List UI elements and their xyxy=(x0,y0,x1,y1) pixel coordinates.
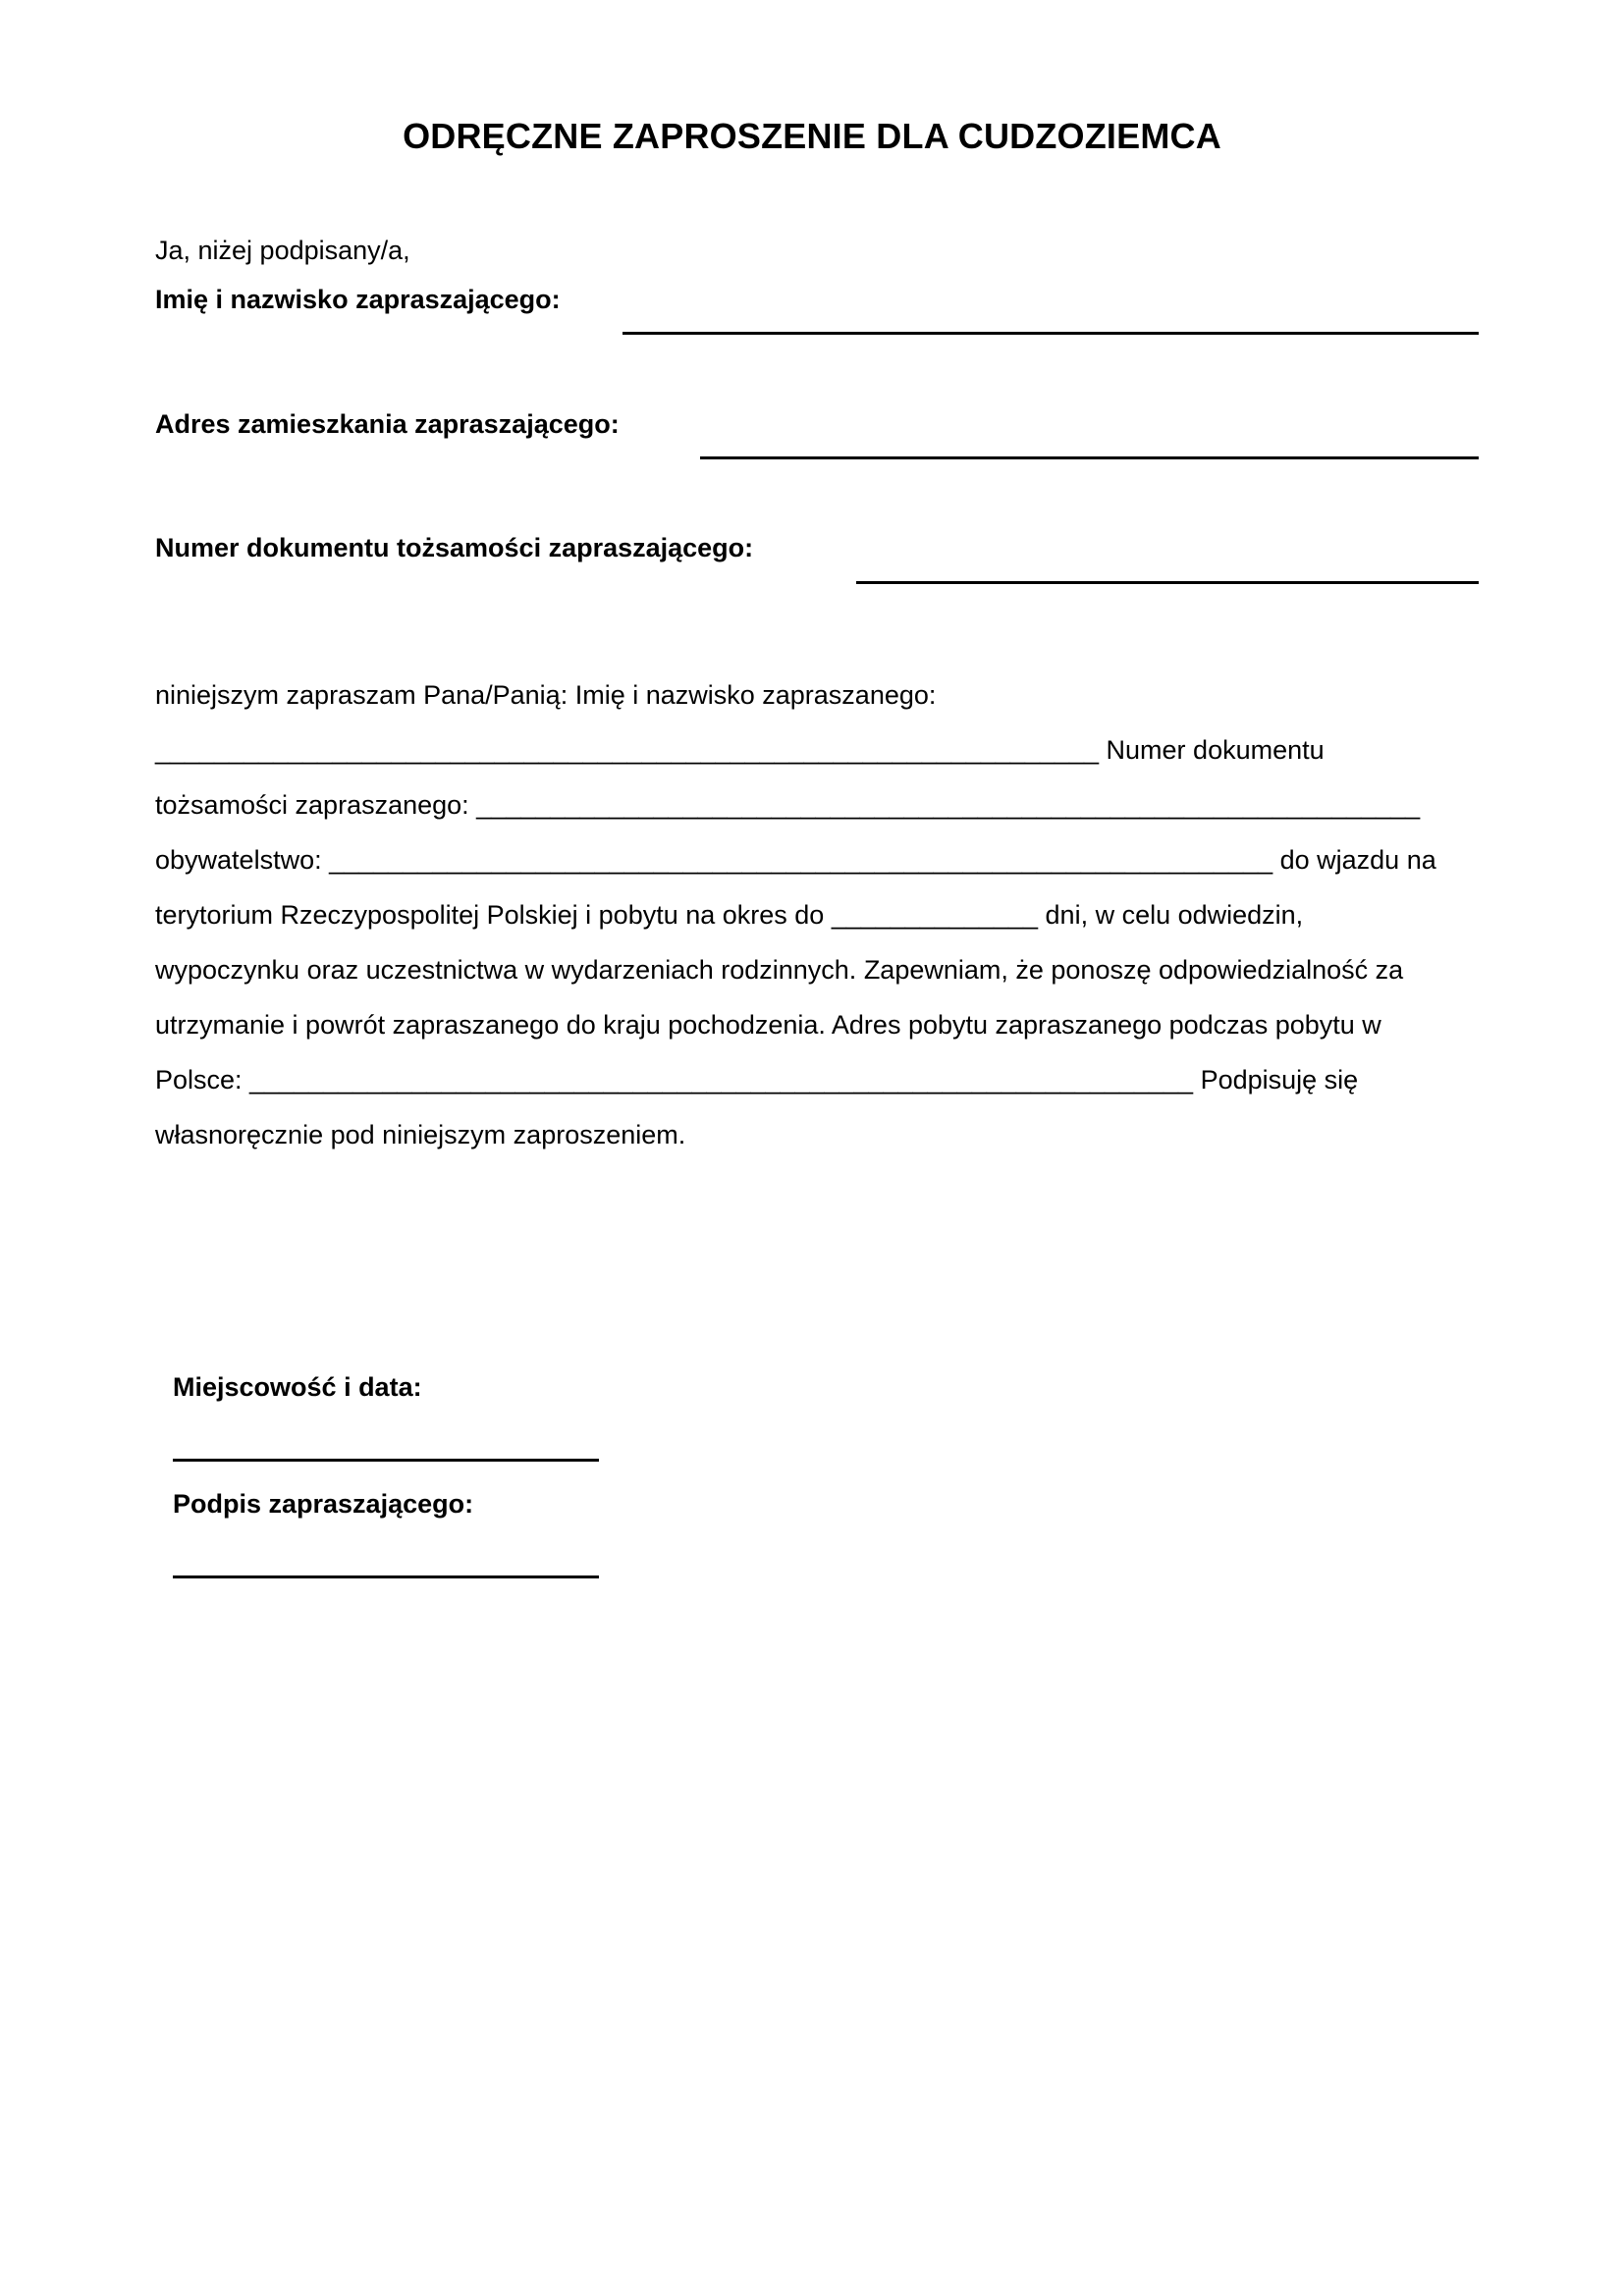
invitation-body xyxy=(155,667,1481,1162)
body-line: utrzymanie i powrót zapraszanego do kraju pochodzenia. Adres pobytu zapraszanego podczas pobytu w xyxy=(155,1010,1381,1040)
inviter-signature-field[interactable] xyxy=(173,1575,599,1578)
body-line: tożsamości zapraszanego: ________________________________________________________________ xyxy=(155,790,1421,820)
body-line: wypoczynku oraz uczestnictwa w wydarzeniach rodzinnych. Zapewniam, że ponoszę odpowiedzialność za xyxy=(155,955,1404,985)
intro-text: Ja, niżej podpisany/a, xyxy=(155,236,410,265)
inviter-address-label: Adres zamieszkania zapraszającego: xyxy=(155,409,620,439)
inviter-address-field[interactable] xyxy=(700,456,1479,459)
inviter-document-field[interactable] xyxy=(856,581,1479,584)
inviter-signature-label: Podpis zapraszającego: xyxy=(173,1489,474,1519)
inviter-name-label: Imię i nazwisko zapraszającego: xyxy=(155,285,561,314)
body-line: własnoręcznie pod niniejszym zaproszeniem. xyxy=(155,1120,686,1149)
inviter-document-label: Numer dokumentu tożsamości zapraszającego: xyxy=(155,533,754,562)
inviter-name-field[interactable] xyxy=(623,332,1479,335)
body-line: obywatelstwo: ________________________________________________________________ do wjazdu na xyxy=(155,845,1436,875)
place-date-label: Miejscowość i data: xyxy=(173,1372,422,1402)
place-date-field[interactable] xyxy=(173,1459,599,1462)
body-line: niniejszym zapraszam Pana/Panią: Imię i nazwisko zapraszanego: xyxy=(155,680,937,710)
document-title: ODRĘCZNE ZAPROSZENIE DLA CUDZOZIEMCA xyxy=(403,116,1221,156)
body-line: terytorium Rzeczypospolitej Polskiej i pobytu na okres do ______________ dni, w celu odwiedzin, xyxy=(155,900,1304,930)
body-line: ________________________________________________________________ Numer dokumentu xyxy=(155,735,1325,765)
body-line: Polsce: ________________________________________________________________ Podpisuję się xyxy=(155,1065,1359,1095)
